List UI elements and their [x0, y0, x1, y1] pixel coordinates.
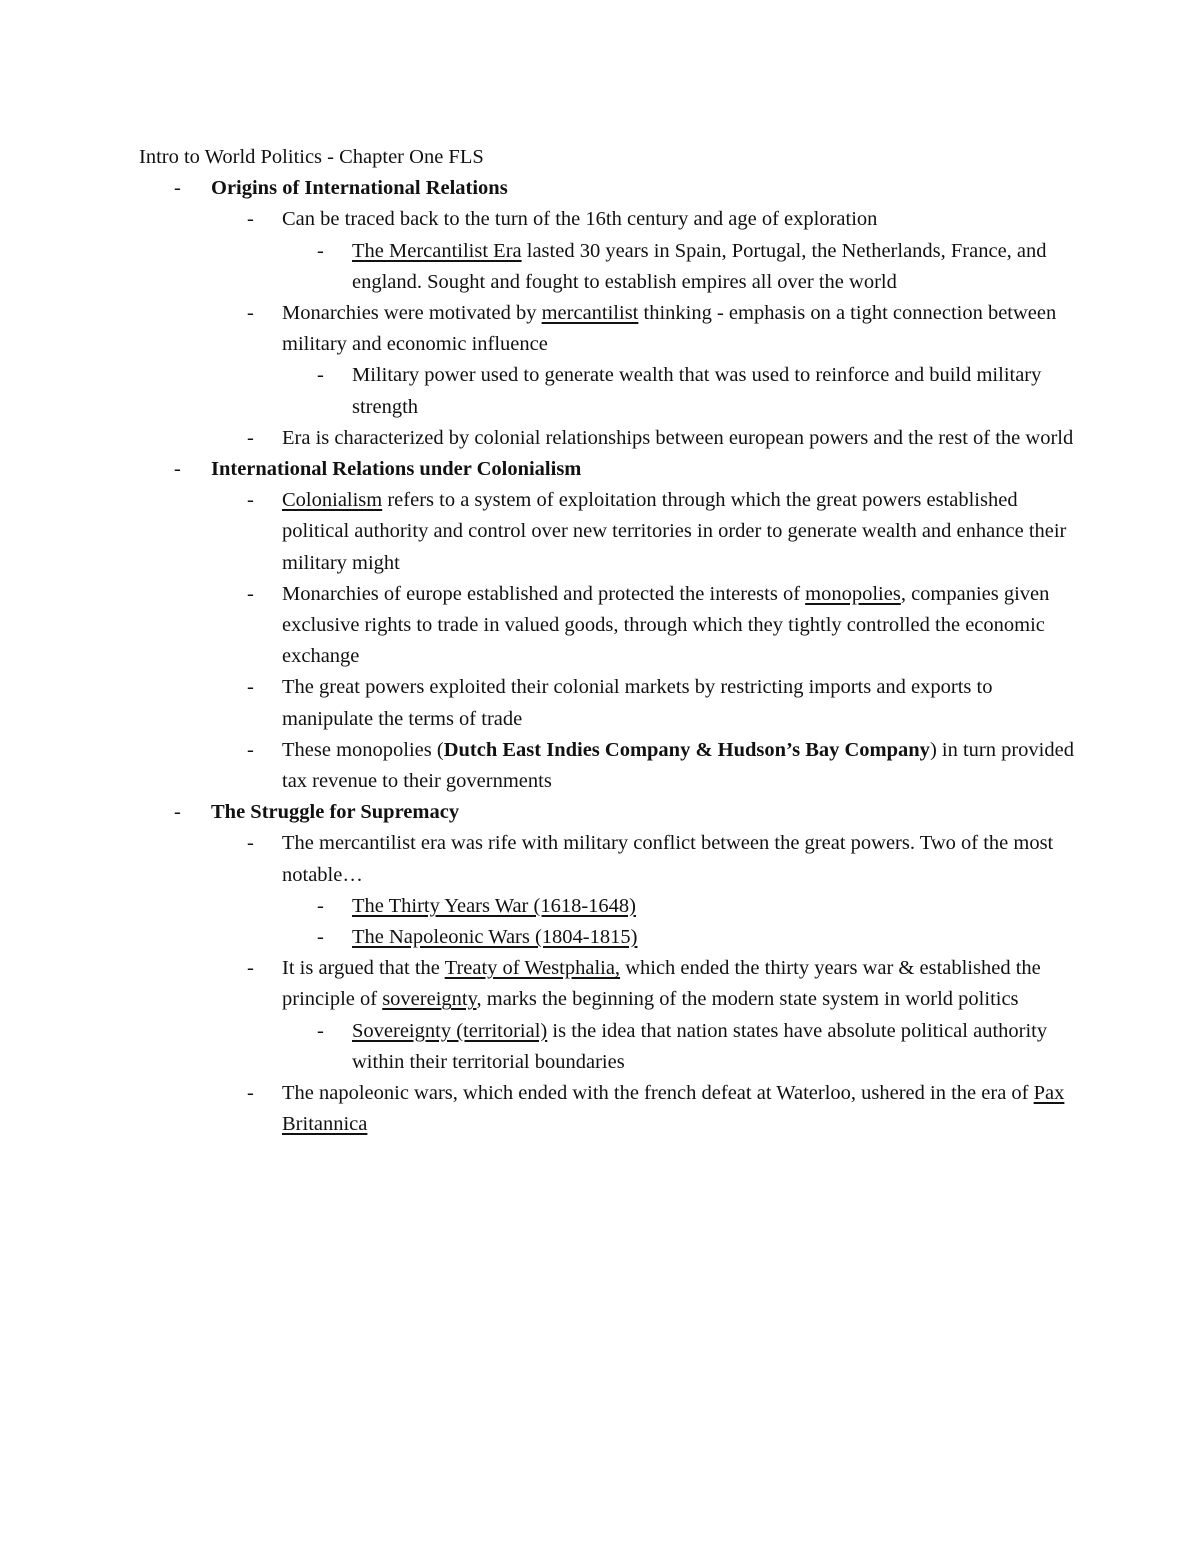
- bullet-dash: -: [247, 676, 254, 699]
- bullet-item-level-2: [139, 579, 1079, 673]
- bullet-dash: -: [317, 364, 324, 387]
- underlined-term: Pax Britannica: [282, 1082, 1065, 1136]
- text-run: , companies given exclusive rights to trade in valued goods, through which they tightly controlled the economic exchange: [282, 582, 1050, 668]
- bullet-text: [352, 926, 637, 948]
- text-run: which ended the thirty years war & established the principle of: [282, 957, 1041, 1011]
- underlined-term: Sovereignty (territorial): [352, 1019, 548, 1042]
- bullet-dash: -: [317, 926, 324, 949]
- text-run: Monarchies of europe established and protected the interests of: [282, 582, 806, 605]
- bullet-text: [352, 364, 1041, 417]
- document-page: [139, 142, 1079, 1141]
- bullet-text: [282, 1082, 1064, 1135]
- bullet-text: [352, 1020, 1047, 1073]
- text-run: Monarchies were motivated by: [282, 302, 542, 325]
- bullet-item-level-2: [139, 204, 1079, 235]
- bullet-dash: -: [317, 1019, 324, 1042]
- bullet-dash: -: [247, 832, 254, 855]
- text-run: It is argued that the: [282, 957, 445, 980]
- bullet-text: International Relations under Colonialism: [211, 458, 582, 481]
- bullet-item-level-2: [139, 1078, 1079, 1140]
- bullet-text: [282, 957, 1041, 1010]
- text-run: Can be traced back to the turn of the 16th century and age of exploration: [282, 208, 878, 231]
- bullet-dash: -: [247, 738, 254, 761]
- bullet-item-level-3: [139, 891, 1079, 922]
- text-run: refers to a system of exploitation through which the great powers established political authority and control over new territories in order to generate wealth and enhance their military might: [282, 489, 1067, 574]
- underlined-term: monopolies: [805, 582, 901, 605]
- bullet-item-level-3: [139, 1016, 1079, 1078]
- text-run: The great powers exploited their colonial markets by restricting imports and exports to manipulate the terms of trade: [282, 676, 993, 730]
- bullet-dash: -: [317, 894, 324, 917]
- bullet-dash: -: [317, 239, 324, 262]
- outline-list: [139, 173, 1079, 1140]
- bullet-item-level-2: [139, 953, 1079, 1015]
- bullet-text: [352, 240, 1047, 293]
- bullet-dash: -: [247, 489, 254, 512]
- section-heading: [139, 173, 1079, 204]
- text-run: ) in turn provided tax revenue to their governments: [282, 738, 1074, 793]
- bullet-text: The Struggle for Supremacy: [211, 801, 460, 824]
- bullet-text: [282, 832, 1053, 885]
- bullet-text: Origins of International Relations: [211, 177, 508, 200]
- document-title: Intro to World Politics - Chapter One FLS: [139, 146, 484, 168]
- bullet-dash: -: [174, 177, 181, 200]
- text-run: , marks the beginning of the modern state system in world politics: [476, 988, 1019, 1011]
- bullet-text: [282, 676, 992, 729]
- text-run: lasted 30 years in Spain, Portugal, the Netherlands, France, and england. Sought and fought to establish empires all over the world: [352, 239, 1047, 293]
- text-run: The mercantilist era was rife with military conflict between the great powers. Two of the most notable…: [282, 832, 1054, 886]
- underlined-term: The Thirty Years War (1618-1648): [352, 894, 636, 917]
- bullet-item-level-2: [139, 735, 1079, 797]
- text-run: These monopolies (: [282, 738, 444, 761]
- underlined-term: The Mercantilist Era: [352, 239, 522, 262]
- bullet-item-level-2: [139, 485, 1079, 579]
- bullet-item-level-3: [139, 922, 1079, 953]
- underlined-term: The Napoleonic Wars (1804-1815): [352, 926, 638, 949]
- bullet-text: [282, 427, 1073, 449]
- bullet-item-level-3: [139, 236, 1079, 298]
- underlined-term: sovereignty: [382, 988, 477, 1011]
- underlined-term: Colonialism: [282, 489, 383, 512]
- text-run: Military power used to generate wealth that was used to reinforce and build military strength: [352, 364, 1042, 418]
- text-run: The napoleonic wars, which ended with the french defeat at Waterloo, ushered in the era of: [282, 1082, 1034, 1105]
- bullet-dash: -: [247, 426, 254, 449]
- bullet-text: [352, 895, 636, 917]
- text-run: Era is characterized by colonial relationships between european powers and the rest of the world: [282, 426, 1074, 449]
- bullet-dash: -: [174, 801, 181, 824]
- underlined-term: mercantilist: [541, 302, 639, 325]
- section-heading: [139, 454, 1079, 485]
- bullet-item-level-2: [139, 828, 1079, 890]
- bullet-dash: -: [247, 302, 254, 325]
- text-run: thinking - emphasis on a tight connection between military and economic influence: [282, 302, 1057, 356]
- bullet-dash: -: [247, 582, 254, 605]
- bullet-text: [282, 739, 1074, 792]
- text-run: is the idea that nation states have absolute political authority within their territorial boundaries: [352, 1019, 1048, 1073]
- bullet-item-level-2: [139, 298, 1079, 360]
- bold-term: Dutch East Indies Company & Hudson’s Bay Company: [443, 738, 930, 761]
- bullet-dash: -: [174, 458, 181, 481]
- bullet-text: [282, 583, 1049, 667]
- bullet-text: [282, 302, 1056, 355]
- underlined-term: Treaty of Westphalia,: [444, 957, 621, 980]
- section-heading: [139, 797, 1079, 828]
- bullet-dash: -: [247, 208, 254, 231]
- bullet-item-level-3: [139, 360, 1079, 422]
- bullet-item-level-2: [139, 672, 1079, 734]
- bullet-text: [282, 208, 877, 230]
- bullet-item-level-2: [139, 423, 1079, 454]
- bullet-text: [282, 489, 1066, 573]
- bullet-dash: -: [247, 1082, 254, 1105]
- bullet-dash: -: [247, 957, 254, 980]
